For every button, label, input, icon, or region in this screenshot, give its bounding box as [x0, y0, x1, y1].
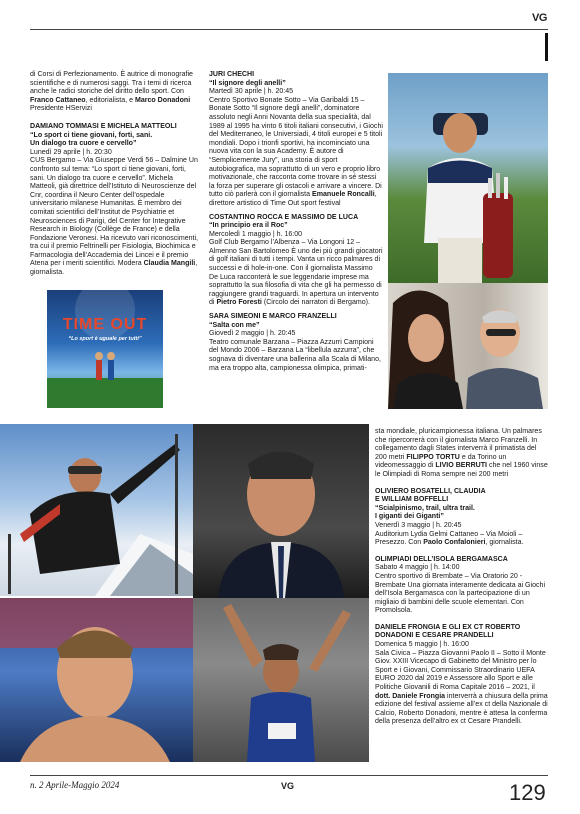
couple-photo: [388, 283, 548, 409]
event-body: Teatro comunale Barzana – Piazza Azzurri Campioni del Mondo 2006 – Barzana La “libellula azzurra”, che sognava di diventare una ballerina alla Scala di Milano, ma era troppo alta, campionessa olimpica, primati-: [209, 338, 381, 372]
event-date: Lunedì 29 aprile | h. 20:30: [30, 148, 112, 156]
column-2: [209, 71, 383, 373]
event-subtitle: “Scialpinismo, trail, ultra trail.: [375, 504, 475, 512]
poster-title: TIME OUT: [62, 316, 148, 333]
event-heading: OLIMPIADI DELL’ISOLA BERGAMASCA: [375, 555, 508, 563]
magazine-logo: VG: [532, 12, 547, 24]
high-jumper-figure: [193, 598, 369, 762]
header-accent-bar: [545, 33, 548, 61]
golfer-figure: [388, 73, 548, 283]
event-heading: JURI CHECHI: [209, 71, 255, 78]
coach-figure: [193, 424, 369, 598]
page-number: 129: [509, 780, 546, 805]
footer-rule: [30, 775, 548, 776]
event-body: CUS Bergamo – Via Giuseppe Verdi 56 – Dalmine Un confronto sul tema: “Lo sport ci tiene giovani, forti, sani. Un dialogo tra cuore e cervello”. Michela Matteoli, già direttrice dell’Istituto di Neuroscienze del Cnr, coordina il Neuro Center dell’ospedale universitario milanese Humanitas. È membro dei comitati scientifici dell’Institut de Psychiatrie et Neurosciences di Parigi, del Center for Integrative Research in Biology (Collège de France) e della Fondazione Veronesi. Ha ricevuto vari riconoscimenti, tra cui il premio Feltrinelli per Fisiologia, Biochimica e Farmacologia dell’Accademia dei Lincei e il premio Atena per i meriti scientifici. Modera Claudia Mangili, giornalista.: [30, 157, 199, 277]
skier-photo: [0, 424, 193, 596]
event-heading: DANIELE FRONGIA E GLI EX CT ROBERTO: [375, 623, 521, 631]
event-subtitle: “Lo sport ci tiene giovani, forti, sani.: [30, 131, 153, 139]
event-date: Venerdì 3 maggio | h. 20:45: [375, 521, 462, 529]
event-heading: COSTANTINO ROCCA E MASSIMO DE LUCA: [209, 213, 359, 221]
column-1: [30, 71, 200, 278]
event-body: Auditorium Lydia Gelmi Cattaneo – Via Moioli – Presezzo. Con Paolo Confalonieri, giornalista.: [375, 530, 524, 547]
event-heading: DAMIANO TOMMASI E MICHELA MATTEOLI: [30, 122, 177, 130]
event-date: Martedì 30 aprile | h. 20:45: [209, 88, 294, 96]
top-rule: [30, 29, 548, 30]
skier-figure: [0, 424, 193, 596]
event-date: Domenica 5 maggio | h. 16:00: [375, 641, 469, 649]
continued-paragraph: sta mondiale, pluricampionessa italiana. Un palmares che ripercorrerà con il giornalista Marco Franzelli. In collegamento dagli States interverrà il primatista del 200 metri FILIPPO TORTU e da Torino un videomessaggio di LIVIO BERRUTI che nel 1960 vinse le Olimpiadi di Roma sempre nei 200 metri: [375, 428, 548, 478]
poster-art: [47, 290, 163, 408]
event-body: Sala Civica – Piazza Giovanni Paolo II – Sotto il Monte Giov. XXIII Vicecapo di Gabinetto del Ministro per lo Sport e i Giovani, Commissario Straordinario UEFA EURO 2020 dal 2019 e Assessore allo Sport e alle Politiche Giovanili di Roma Capitale 2016 – 2021, il dott. Daniele Frongia interverrà a chiusura della prima edizione del festival assieme all’ex ct della Nazionale di Calcio, Roberto Donadoni, mentre è attesa la conferma della presenza dell’altro ex ct Cesare Prandelli.: [375, 649, 548, 726]
issue-label: n. 2 Aprile-Maggio 2024: [30, 780, 120, 790]
event-subtitle: “In principio era il Roc”: [209, 222, 288, 230]
event-date: Sabato 4 maggio | h. 14:00: [375, 564, 460, 572]
event-heading: DONADONI E CESARE PRANDELLI: [375, 632, 494, 640]
footer-logo: VG: [281, 781, 295, 791]
event-body: Golf Club Bergamo l’Albenza – Via Longoni 12 – Almenno San Bartolomeo È uno dei più grandi giocatori di golf italiani di tutti i tempi. Vanta un ricco palmares di successi e di hole-in-one. Con il giornalista Massimo De Luca racconterà le sue leggendarie imprese ma soprattutto la sua filosofia di vita che gli ha permesso di raggiungere grandi traguardi. In apertura un intervento di Pietro Foresti (Circolo dei narratori di Bergamo).: [209, 239, 383, 307]
event-date: Giovedì 2 maggio | h. 20:45: [209, 330, 296, 338]
event-subtitle: I giganti dei Giganti”: [375, 513, 444, 521]
event-body: Centro sportivo di Brembate – Via Oratorio 20 - Brembate Una giornata interamente dedicata ai Giochi dell’Isola Bergamasca con la partecipazione di un migliaio di bambini delle scuole elementari. Con Promolsola.: [375, 572, 546, 615]
event-subtitle: Un dialogo tra cuore e cervello”: [30, 140, 137, 148]
event-heading: SARA SIMEONI E MARCO FRANZELLI: [209, 313, 337, 321]
festival-poster: [47, 290, 163, 408]
event-subtitle: “Il signore degli anelli”: [209, 79, 286, 87]
event-heading: E WILLIAM BOFFELLI: [375, 496, 449, 504]
column-3: [375, 428, 549, 727]
sprinter-figure: [0, 598, 193, 762]
event-body: Centro Sportivo Bonate Sotto – Via Garibaldi 15 – Bonate Sotto “Il signore degli anelli”, dominatore assoluto negli Anni Novanta della sua specialità, dal 1989 al 1995 ha vinto 6 titoli italiani consecutivi, i Giochi del Mediterraneo, le Universiadi, 4 titoli europei e 5 titoli mondiali. Dopo i trionfi sportivi, ha incominciato una nuova vita con la sua Academy. È autore di “Semplicemente Jury”, una storia di sport autobiografica, ma soprattutto di un vero e proprio libro motivazionale, che racconta come trovare in sé stessi la forza per superare gli ostacoli e arrivare a vincere. Di tutto ciò parlerà con il giornalista Emanuele Roncalli, direttore artistico di Time Out sport festival: [209, 96, 383, 207]
event-heading: OLIVIERO BOSATELLI, CLAUDIA: [375, 487, 486, 495]
poster-tagline: “Lo sport è uguale per tutti”: [68, 336, 142, 342]
couple-figures: [388, 283, 548, 409]
golfer-photo: [388, 73, 548, 283]
event-subtitle: “Salta con me”: [209, 321, 260, 329]
high-jumper-photo: [193, 598, 369, 762]
coach-photo: [193, 424, 369, 598]
event-date: Mercoledì 1 maggio | h. 16:00: [209, 230, 303, 238]
intro-paragraph: di Corsi di Perfezionamento. È autrice di monografie scientifiche e di numerosi saggi. Tra i temi di ricerca anche le radici storiche del diritto dello sport. Con Franco Cattaneo, editorialista, e Marco Donadoni Presidente HServizi: [30, 71, 193, 113]
sprinter-photo: [0, 598, 193, 762]
